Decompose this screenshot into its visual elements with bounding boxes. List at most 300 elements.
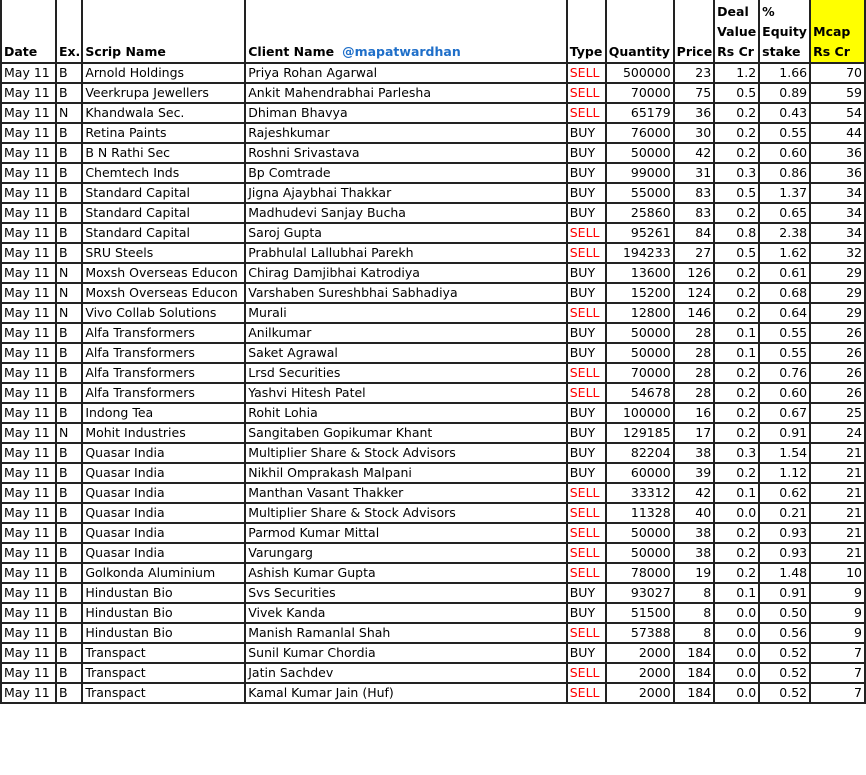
cell-price: 8 [674,603,715,623]
cell-quantity: 33312 [606,483,674,503]
cell-quantity: 50000 [606,343,674,363]
cell-exchange: B [56,143,82,163]
cell-equity-stake: 0.93 [759,543,810,563]
table-row [1,103,865,123]
cell-date: May 11 [1,223,56,243]
cell-exchange: B [56,523,82,543]
cell-exchange: B [56,483,82,503]
cell-price: 23 [674,63,715,83]
cell-deal-value: 0.3 [714,443,759,463]
cell-equity-stake: 0.62 [759,483,810,503]
cell-mcap: 21 [810,463,865,483]
table-row [1,543,865,563]
cell-price: 38 [674,523,715,543]
cell-type: SELL [567,243,606,263]
cell-price: 42 [674,143,715,163]
cell-price: 28 [674,363,715,383]
cell-equity-stake: 1.48 [759,563,810,583]
col-header-scrip: Scrip Name [82,0,245,63]
cell-quantity: 65179 [606,103,674,123]
table-row [1,203,865,223]
cell-quantity: 50000 [606,523,674,543]
cell-equity-stake: 0.93 [759,523,810,543]
cell-mcap: 29 [810,283,865,303]
cell-date: May 11 [1,503,56,523]
cell-date: May 11 [1,343,56,363]
cell-scrip: Mohit Industries [82,423,245,443]
cell-client: Rohit Lohia [245,403,567,423]
table-row [1,343,865,363]
cell-equity-stake: 0.50 [759,603,810,623]
col-header-deal-value: Deal Value Rs Cr [714,0,759,63]
cell-type: SELL [567,523,606,543]
cell-deal-value: 0.1 [714,483,759,503]
cell-deal-value: 0.5 [714,83,759,103]
cell-date: May 11 [1,363,56,383]
cell-price: 146 [674,303,715,323]
cell-mcap: 7 [810,683,865,703]
cell-type: BUY [567,443,606,463]
cell-price: 40 [674,503,715,523]
cell-quantity: 57388 [606,623,674,643]
cell-price: 19 [674,563,715,583]
cell-type: BUY [567,603,606,623]
cell-exchange: B [56,203,82,223]
cell-quantity: 2000 [606,683,674,703]
cell-deal-value: 0.2 [714,283,759,303]
cell-exchange: B [56,663,82,683]
cell-date: May 11 [1,523,56,543]
cell-type: BUY [567,183,606,203]
cell-scrip: Veerkrupa Jewellers [82,83,245,103]
cell-deal-value: 0.5 [714,243,759,263]
cell-equity-stake: 0.55 [759,123,810,143]
cell-deal-value: 0.2 [714,463,759,483]
cell-date: May 11 [1,203,56,223]
cell-date: May 11 [1,383,56,403]
cell-equity-stake: 1.12 [759,463,810,483]
table-row [1,423,865,443]
cell-mcap: 26 [810,363,865,383]
cell-scrip: Alfa Transformers [82,383,245,403]
cell-client: Varungarg [245,543,567,563]
cell-scrip: Khandwala Sec. [82,103,245,123]
col-header-mcap: Mcap Rs Cr [810,0,865,63]
cell-equity-stake: 0.76 [759,363,810,383]
cell-client: Svs Securities [245,583,567,603]
cell-exchange: B [56,583,82,603]
table-row [1,603,865,623]
cell-type: BUY [567,283,606,303]
cell-deal-value: 0.2 [714,383,759,403]
table-row [1,83,865,103]
cell-equity-stake: 0.86 [759,163,810,183]
cell-price: 84 [674,223,715,243]
cell-date: May 11 [1,603,56,623]
cell-equity-stake: 0.60 [759,383,810,403]
cell-mcap: 34 [810,183,865,203]
cell-equity-stake: 1.37 [759,183,810,203]
cell-quantity: 93027 [606,583,674,603]
cell-exchange: B [56,403,82,423]
cell-exchange: N [56,103,82,123]
cell-quantity: 70000 [606,83,674,103]
cell-date: May 11 [1,643,56,663]
cell-mcap: 59 [810,83,865,103]
cell-date: May 11 [1,103,56,123]
cell-deal-value: 0.1 [714,583,759,603]
cell-price: 8 [674,583,715,603]
cell-mcap: 26 [810,343,865,363]
cell-type: BUY [567,263,606,283]
cell-client: Sunil Kumar Chordia [245,643,567,663]
cell-price: 83 [674,183,715,203]
cell-quantity: 99000 [606,163,674,183]
cell-scrip: Quasar India [82,463,245,483]
cell-quantity: 51500 [606,603,674,623]
cell-mcap: 21 [810,483,865,503]
cell-deal-value: 0.2 [714,123,759,143]
cell-quantity: 13600 [606,263,674,283]
cell-deal-value: 0.2 [714,363,759,383]
cell-scrip: Quasar India [82,523,245,543]
cell-quantity: 55000 [606,183,674,203]
table-row [1,223,865,243]
cell-mcap: 10 [810,563,865,583]
cell-quantity: 2000 [606,663,674,683]
cell-client: Jatin Sachdev [245,663,567,683]
cell-client: Anilkumar [245,323,567,343]
cell-type: BUY [567,123,606,143]
table-row [1,123,865,143]
cell-deal-value: 0.0 [714,643,759,663]
cell-price: 36 [674,103,715,123]
cell-date: May 11 [1,243,56,263]
cell-scrip: Quasar India [82,443,245,463]
cell-quantity: 194233 [606,243,674,263]
cell-mcap: 70 [810,63,865,83]
cell-mcap: 25 [810,403,865,423]
cell-deal-value: 0.2 [714,263,759,283]
cell-type: BUY [567,643,606,663]
cell-type: SELL [567,683,606,703]
cell-scrip: Golkonda Aluminium [82,563,245,583]
cell-date: May 11 [1,443,56,463]
cell-quantity: 82204 [606,443,674,463]
col-header-exchange: Ex. [56,0,82,63]
cell-quantity: 50000 [606,323,674,343]
cell-scrip: B N Rathi Sec [82,143,245,163]
cell-scrip: Hindustan Bio [82,583,245,603]
cell-mcap: 29 [810,263,865,283]
cell-scrip: Transpact [82,643,245,663]
cell-client: Multiplier Share & Stock Advisors [245,443,567,463]
cell-price: 8 [674,623,715,643]
cell-type: SELL [567,83,606,103]
cell-exchange: B [56,83,82,103]
table-row [1,383,865,403]
cell-exchange: B [56,383,82,403]
cell-deal-value: 0.2 [714,423,759,443]
cell-date: May 11 [1,543,56,563]
cell-scrip: Vivo Collab Solutions [82,303,245,323]
cell-price: 31 [674,163,715,183]
cell-client: Kamal Kumar Jain (Huf) [245,683,567,703]
cell-exchange: B [56,623,82,643]
cell-mcap: 34 [810,203,865,223]
cell-date: May 11 [1,563,56,583]
cell-date: May 11 [1,83,56,103]
cell-deal-value: 0.1 [714,323,759,343]
cell-deal-value: 0.0 [714,683,759,703]
twitter-handle: @mapatwardhan [342,44,461,59]
cell-price: 30 [674,123,715,143]
cell-price: 27 [674,243,715,263]
cell-deal-value: 1.2 [714,63,759,83]
table-row [1,183,865,203]
cell-scrip: Quasar India [82,503,245,523]
cell-type: SELL [567,103,606,123]
cell-equity-stake: 0.21 [759,503,810,523]
cell-price: 184 [674,663,715,683]
cell-type: SELL [567,663,606,683]
cell-scrip: Standard Capital [82,223,245,243]
cell-quantity: 11328 [606,503,674,523]
cell-deal-value: 0.0 [714,603,759,623]
cell-deal-value: 0.2 [714,103,759,123]
cell-client: Vivek Kanda [245,603,567,623]
cell-price: 28 [674,343,715,363]
cell-exchange: B [56,183,82,203]
cell-equity-stake: 1.54 [759,443,810,463]
cell-exchange: B [56,243,82,263]
cell-price: 17 [674,423,715,443]
cell-scrip: Transpact [82,683,245,703]
cell-equity-stake: 0.64 [759,303,810,323]
cell-deal-value: 0.1 [714,343,759,363]
cell-scrip: Hindustan Bio [82,623,245,643]
cell-client: Sangitaben Gopikumar Khant [245,423,567,443]
cell-equity-stake: 0.60 [759,143,810,163]
cell-exchange: B [56,223,82,243]
cell-scrip: Alfa Transformers [82,363,245,383]
cell-type: SELL [567,303,606,323]
table-row [1,663,865,683]
table-row [1,683,865,703]
cell-deal-value: 0.0 [714,663,759,683]
cell-type: SELL [567,223,606,243]
cell-equity-stake: 0.55 [759,343,810,363]
cell-date: May 11 [1,163,56,183]
cell-exchange: B [56,463,82,483]
cell-type: SELL [567,63,606,83]
cell-date: May 11 [1,623,56,643]
cell-client: Ankit Mahendrabhai Parlesha [245,83,567,103]
cell-equity-stake: 0.56 [759,623,810,643]
table-row [1,323,865,343]
cell-exchange: N [56,283,82,303]
cell-mcap: 44 [810,123,865,143]
cell-client: Chirag Damjibhai Katrodiya [245,263,567,283]
cell-mcap: 21 [810,503,865,523]
cell-deal-value: 0.3 [714,163,759,183]
cell-scrip: Quasar India [82,483,245,503]
col-header-price: Price [674,0,715,63]
cell-equity-stake: 0.52 [759,683,810,703]
cell-date: May 11 [1,123,56,143]
cell-type: SELL [567,503,606,523]
cell-equity-stake: 0.52 [759,643,810,663]
table-row [1,523,865,543]
cell-deal-value: 0.0 [714,623,759,643]
cell-scrip: Retina Paints [82,123,245,143]
cell-client: Nikhil Omprakash Malpani [245,463,567,483]
table-row [1,643,865,663]
cell-exchange: B [56,543,82,563]
cell-equity-stake: 1.66 [759,63,810,83]
cell-scrip: SRU Steels [82,243,245,263]
cell-date: May 11 [1,283,56,303]
cell-quantity: 95261 [606,223,674,243]
cell-quantity: 25860 [606,203,674,223]
cell-type: BUY [567,343,606,363]
table-row [1,243,865,263]
table-body [1,63,865,703]
table-row [1,63,865,83]
cell-date: May 11 [1,143,56,163]
cell-type: BUY [567,203,606,223]
cell-type: BUY [567,143,606,163]
cell-mcap: 21 [810,443,865,463]
cell-price: 38 [674,443,715,463]
cell-scrip: Standard Capital [82,183,245,203]
table-row [1,143,865,163]
cell-date: May 11 [1,183,56,203]
cell-quantity: 76000 [606,123,674,143]
cell-scrip: Moxsh Overseas Educon [82,283,245,303]
cell-exchange: B [56,323,82,343]
cell-mcap: 9 [810,623,865,643]
cell-type: SELL [567,383,606,403]
cell-mcap: 32 [810,243,865,263]
cell-type: BUY [567,323,606,343]
cell-mcap: 36 [810,163,865,183]
cell-date: May 11 [1,263,56,283]
cell-equity-stake: 0.91 [759,423,810,443]
cell-client: Jigna Ajaybhai Thakkar [245,183,567,203]
cell-price: 42 [674,483,715,503]
cell-equity-stake: 0.65 [759,203,810,223]
cell-mcap: 34 [810,223,865,243]
cell-date: May 11 [1,423,56,443]
cell-quantity: 15200 [606,283,674,303]
cell-type: SELL [567,363,606,383]
cell-price: 75 [674,83,715,103]
cell-equity-stake: 2.38 [759,223,810,243]
table-row [1,283,865,303]
col-header-quantity: Quantity [606,0,674,63]
cell-mcap: 7 [810,663,865,683]
cell-type: SELL [567,483,606,503]
table-row [1,403,865,423]
cell-scrip: Chemtech Inds [82,163,245,183]
col-header-date: Date [1,0,56,63]
cell-deal-value: 0.2 [714,403,759,423]
cell-equity-stake: 0.67 [759,403,810,423]
cell-mcap: 9 [810,583,865,603]
cell-client: Bp Comtrade [245,163,567,183]
cell-deal-value: 0.0 [714,503,759,523]
cell-equity-stake: 0.68 [759,283,810,303]
cell-client: Priya Rohan Agarwal [245,63,567,83]
cell-exchange: B [56,123,82,143]
cell-deal-value: 0.2 [714,203,759,223]
cell-client: Multiplier Share & Stock Advisors [245,503,567,523]
cell-price: 124 [674,283,715,303]
cell-client: Madhudevi Sanjay Bucha [245,203,567,223]
col-header-equity-stake: % Equity stake [759,0,810,63]
cell-mcap: 7 [810,643,865,663]
cell-deal-value: 0.8 [714,223,759,243]
cell-exchange: B [56,163,82,183]
cell-client: Manthan Vasant Thakker [245,483,567,503]
cell-mcap: 36 [810,143,865,163]
cell-exchange: B [56,343,82,363]
cell-quantity: 78000 [606,563,674,583]
cell-equity-stake: 0.89 [759,83,810,103]
cell-mcap: 9 [810,603,865,623]
cell-client: Varshaben Sureshbhai Sabhadiya [245,283,567,303]
cell-client: Prabhulal Lallubhai Parekh [245,243,567,263]
table-row [1,163,865,183]
table-row [1,563,865,583]
cell-type: BUY [567,403,606,423]
cell-client: Saket Agrawal [245,343,567,363]
cell-client: Ashish Kumar Gupta [245,563,567,583]
cell-type: SELL [567,543,606,563]
cell-date: May 11 [1,463,56,483]
cell-quantity: 500000 [606,63,674,83]
cell-quantity: 54678 [606,383,674,403]
cell-client: Lrsd Securities [245,363,567,383]
cell-client: Saroj Gupta [245,223,567,243]
cell-deal-value: 0.2 [714,143,759,163]
cell-mcap: 26 [810,383,865,403]
table-row [1,303,865,323]
cell-equity-stake: 0.61 [759,263,810,283]
cell-exchange: N [56,303,82,323]
cell-price: 184 [674,643,715,663]
cell-equity-stake: 0.91 [759,583,810,603]
cell-scrip: Quasar India [82,543,245,563]
cell-mcap: 24 [810,423,865,443]
cell-client: Roshni Srivastava [245,143,567,163]
table-row [1,263,865,283]
cell-scrip: Alfa Transformers [82,323,245,343]
cell-scrip: Transpact [82,663,245,683]
cell-price: 126 [674,263,715,283]
table-row [1,363,865,383]
cell-type: BUY [567,463,606,483]
cell-type: SELL [567,623,606,643]
cell-deal-value: 0.2 [714,523,759,543]
cell-client: Murali [245,303,567,323]
cell-exchange: N [56,423,82,443]
table-row [1,483,865,503]
cell-exchange: B [56,563,82,583]
cell-type: SELL [567,563,606,583]
cell-mcap: 21 [810,543,865,563]
